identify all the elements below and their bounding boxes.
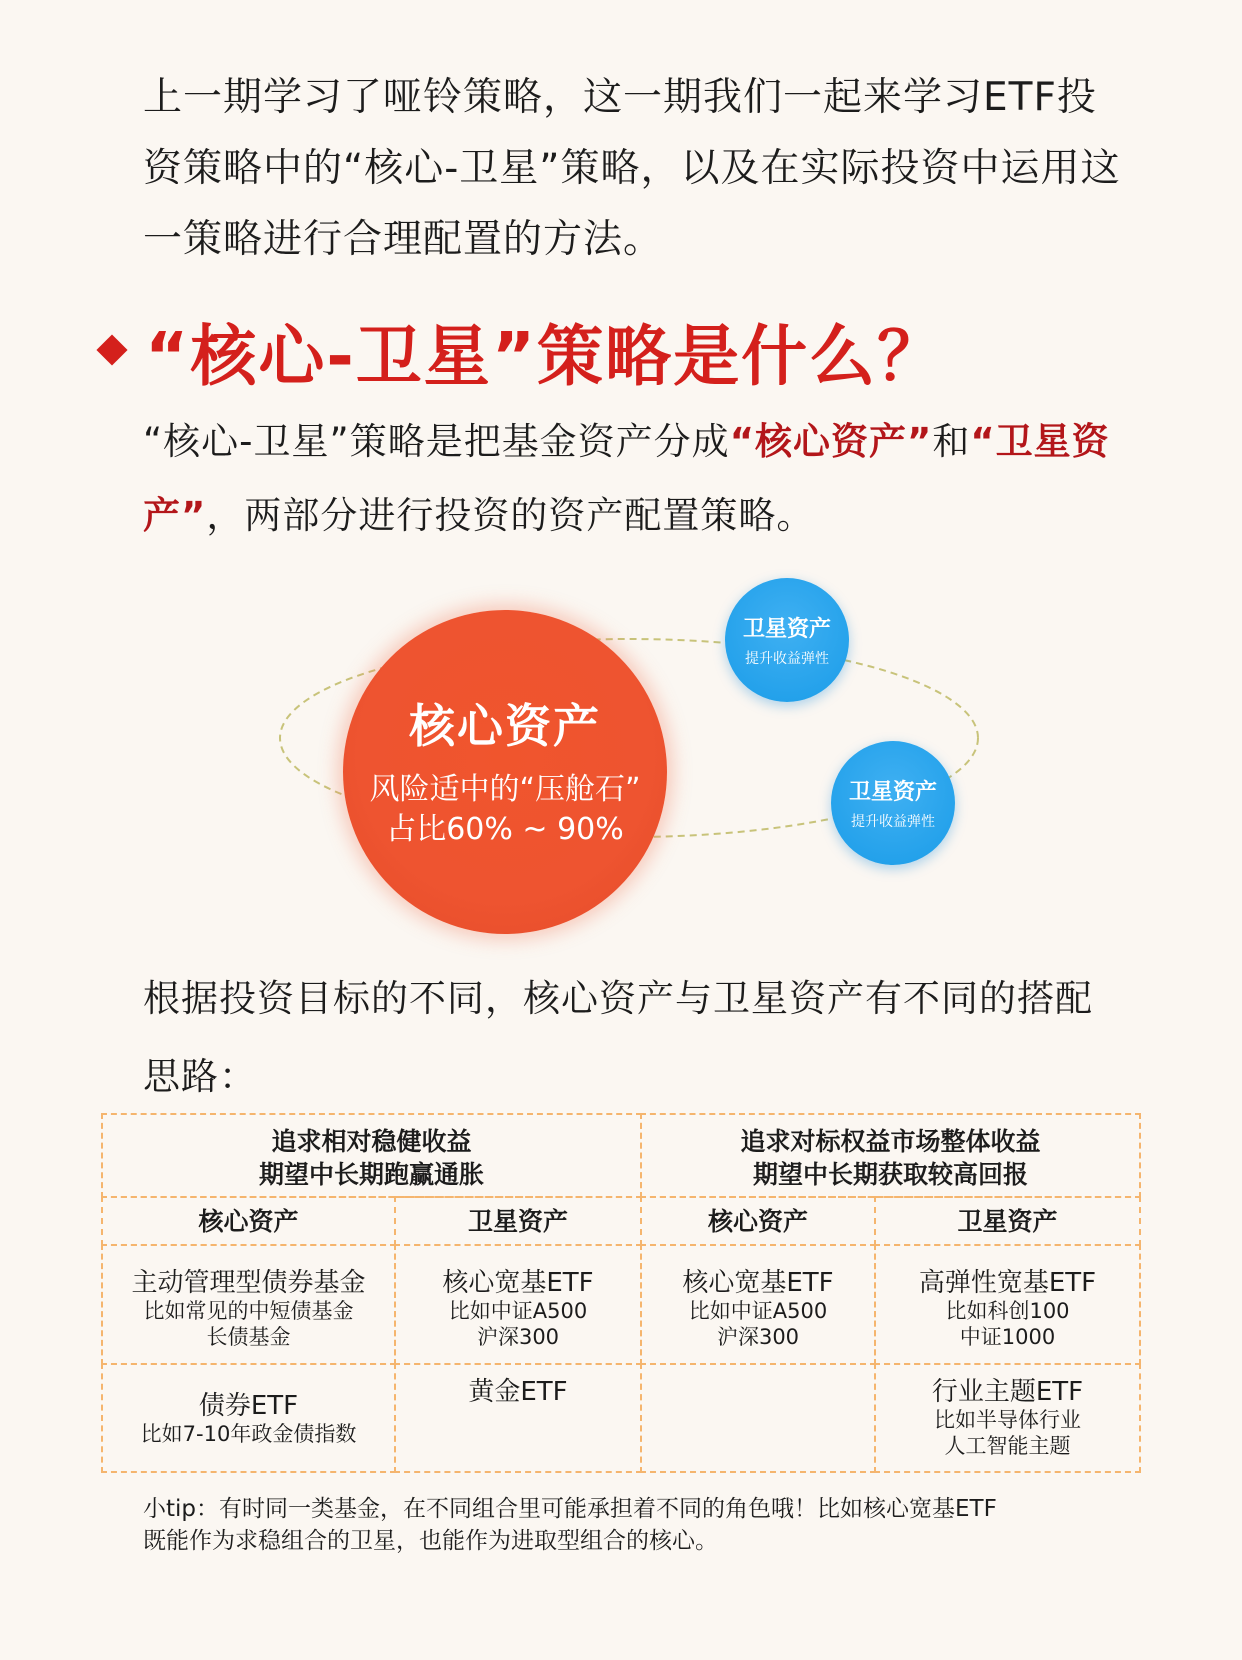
allocation-paragraph: 根据投资目标的不同，核心资产与卫星资产有不同的搭配思路：: [143, 977, 1093, 1098]
definition-and: 和: [932, 420, 971, 463]
allocation-table: [101, 1113, 1141, 1473]
tip-line1: 小tip：有时同一类基金，在不同组合里可能承担着不同的角色哦！比如核心宽基ETF: [143, 1496, 997, 1522]
intro-paragraph: 上一期学习了哑铃策略，这一期我们一起来学习ETF投资策略中的“核心-卫星”策略，以及在实际投资中运用这一策略进行合理配置的方法。: [143, 75, 1121, 262]
fund-type: 高弹性宽基ETF: [918, 1268, 1097, 1298]
fund-example: 比如半导体行业: [934, 1408, 1081, 1432]
core-asset-circle: [343, 610, 667, 934]
definition-paragraph: [143, 405, 1123, 553]
tip-note: [143, 1493, 1123, 1557]
fund-example: 人工智能主题: [944, 1434, 1071, 1458]
section-title: “核心-卫星”策略是什么？: [145, 317, 946, 395]
fund-type: 主动管理型债券基金: [131, 1268, 366, 1298]
table-cell: [640, 1363, 876, 1473]
fund-example: 比如常见的中短债基金: [143, 1299, 354, 1323]
goal-line1: 追求对标权益市场整体收益: [740, 1127, 1041, 1156]
definition-text: “核心-卫星”策略是把基金资产分成: [143, 420, 730, 463]
fund-example: 长债基金: [206, 1325, 291, 1349]
fund-example: 中证1000: [959, 1325, 1056, 1349]
core-asset-title: 核心资产: [409, 699, 601, 753]
goal-header: [101, 1113, 642, 1198]
fund-example: 比如科创100: [945, 1299, 1070, 1323]
column-header: 核心资产: [640, 1196, 876, 1246]
table-cell: [640, 1244, 876, 1365]
fund-example: 比如7-10年政金债指数: [140, 1422, 357, 1446]
goal-line2: 期望中长期获取较高回报: [752, 1160, 1028, 1189]
fund-type: 黄金ETF: [468, 1377, 568, 1407]
goal-line2: 期望中长期跑赢通胀: [258, 1160, 484, 1189]
fund-example: 比如中证A500: [688, 1299, 828, 1323]
tip-line2: 既能作为求稳组合的卫星，也能作为进取型组合的核心。: [143, 1528, 718, 1554]
satellite-asset-term: “卫星资产”: [143, 420, 1110, 537]
section-heading: [93, 310, 946, 395]
satellite-asset-subtitle: 提升收益弹性: [851, 814, 935, 830]
table-cell: [101, 1244, 396, 1365]
core-asset-desc-line1: 风险适中的“压舱石”: [369, 772, 641, 807]
goal-line1: 追求相对稳健收益: [271, 1127, 472, 1156]
core-asset-desc-line2: 占比60% ~ 90%: [386, 812, 624, 847]
fund-type: 行业主题ETF: [931, 1377, 1084, 1407]
table-cell: [394, 1363, 642, 1473]
table-cell: [101, 1363, 396, 1473]
core-asset-description: [343, 770, 667, 850]
table-cell: [874, 1363, 1141, 1473]
satellite-asset-title: 卫星资产: [742, 617, 831, 642]
definition-text-end: ，两部分进行投资的资产配置策略。: [206, 494, 815, 537]
column-header: 核心资产: [101, 1196, 396, 1246]
satellite-asset-subtitle: 提升收益弹性: [745, 651, 829, 667]
fund-type: 核心宽基ETF: [682, 1268, 834, 1298]
table-cell: [874, 1244, 1141, 1365]
core-satellite-diagram: [0, 560, 1242, 940]
core-asset-term: “核心资产”: [729, 420, 933, 463]
fund-example: 沪深300: [476, 1325, 560, 1349]
fund-example: 沪深300: [716, 1325, 800, 1349]
fund-example: 比如中证A500: [448, 1299, 588, 1323]
table-cell: [394, 1244, 642, 1365]
satellite-asset-circle: [725, 578, 849, 702]
fund-type: 债券ETF: [198, 1391, 299, 1421]
satellite-asset-circle: [831, 741, 955, 865]
column-header: 卫星资产: [394, 1196, 642, 1246]
column-header: 卫星资产: [874, 1196, 1141, 1246]
satellite-asset-title: 卫星资产: [848, 780, 937, 805]
goal-header: [640, 1113, 1141, 1198]
diamond-bullet-icon: [96, 334, 127, 365]
fund-type: 核心宽基ETF: [442, 1268, 594, 1298]
